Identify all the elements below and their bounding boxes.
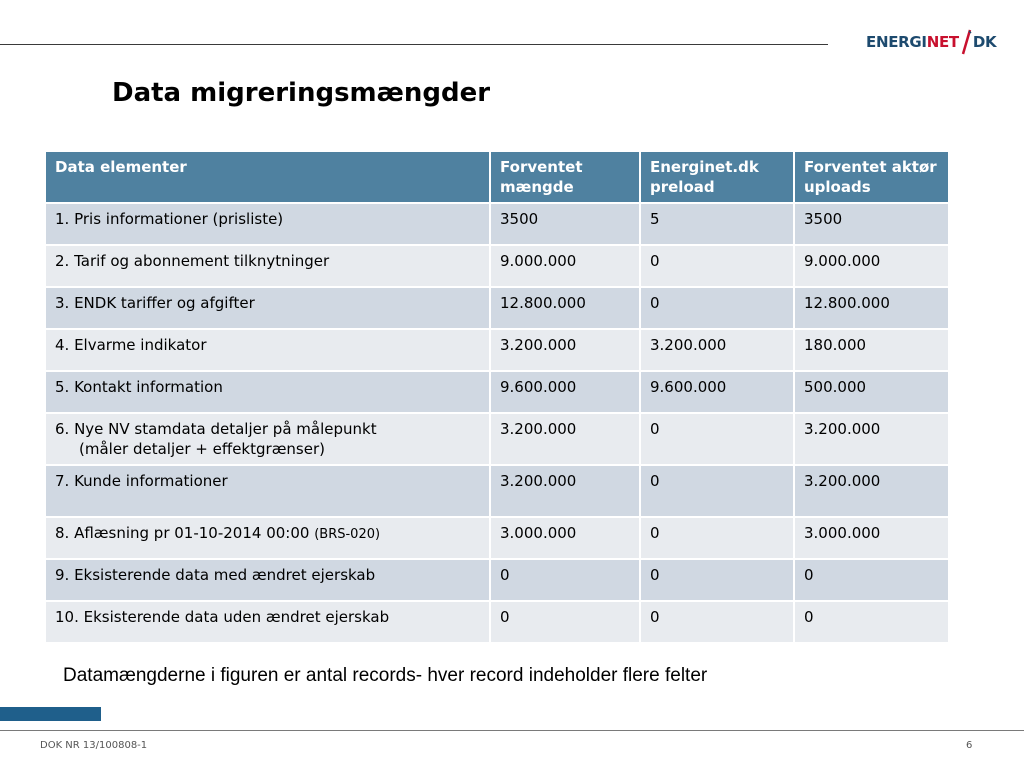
cell-actor-uploads: 500.000 [794,371,949,413]
table-row [45,245,949,287]
cell-expected-volume: 0 [490,601,640,643]
cell-data-element: 10. Eksisterende data uden ændret ejerskab [45,601,490,643]
table-row [45,601,949,643]
cell-expected-volume: 3.200.000 [490,465,640,517]
cell-actor-uploads: 12.800.000 [794,287,949,329]
cell-data-element-line2: (måler detaljer + effektgrænser) [79,440,325,458]
cell-preload: 0 [640,601,794,643]
table-row [45,287,949,329]
cell-preload: 0 [640,287,794,329]
column-header-actor-uploads: Forventet aktør uploads [794,151,949,203]
cell-data-element-line1: 6. Nye NV stamdata detaljer på målepunkt [55,420,377,438]
page-number: 6 [966,740,973,751]
cell-actor-uploads: 0 [794,601,949,643]
table-row [45,371,949,413]
cell-expected-volume: 3.000.000 [490,517,640,559]
table-row [45,413,949,465]
cell-data-element-text: 8. Aflæsning pr 01-10-2014 00:00 [55,524,310,542]
cell-preload: 0 [640,517,794,559]
cell-preload: 0 [640,559,794,601]
table-row [45,559,949,601]
cell-data-element [45,517,490,559]
cell-actor-uploads: 3500 [794,203,949,245]
cell-preload: 0 [640,245,794,287]
cell-expected-volume: 9.600.000 [490,371,640,413]
footnote-text: Datamængderne i figuren er antal records- hver record indeholder flere felter [63,665,708,686]
footer-divider [0,730,1024,731]
cell-data-element-note: (BRS-020) [314,527,381,542]
cell-actor-uploads: 0 [794,559,949,601]
cell-preload: 3.200.000 [640,329,794,371]
cell-data-element: 5. Kontakt information [45,371,490,413]
cell-data-element: 7. Kunde informationer [45,465,490,517]
migration-volume-table [44,150,950,644]
column-header-expected-volume: Forventet mængde [490,151,640,203]
footer-accent-bar [0,707,101,721]
column-header-data-elements: Data elementer [45,151,490,203]
cell-data-element: 4. Elvarme indikator [45,329,490,371]
cell-actor-uploads: 3.200.000 [794,413,949,465]
document-number: DOK NR 13/100808-1 [40,740,148,751]
cell-actor-uploads: 3.200.000 [794,465,949,517]
cell-data-element: 2. Tarif og abonnement tilknytninger [45,245,490,287]
cell-preload: 0 [640,465,794,517]
cell-expected-volume: 12.800.000 [490,287,640,329]
page-title: Data migreringsmængder [112,78,491,108]
table-row [45,203,949,245]
cell-actor-uploads: 180.000 [794,329,949,371]
cell-preload: 0 [640,413,794,465]
energinet-logo [866,28,996,56]
table-header-row [45,151,949,203]
column-header-preload: Energinet.dk preload [640,151,794,203]
cell-preload: 9.600.000 [640,371,794,413]
cell-expected-volume: 0 [490,559,640,601]
cell-expected-volume: 3.200.000 [490,413,640,465]
top-divider [0,44,828,45]
cell-expected-volume: 3500 [490,203,640,245]
cell-data-element: 9. Eksisterende data med ændret ejerskab [45,559,490,601]
cell-actor-uploads: 3.000.000 [794,517,949,559]
table-row [45,517,949,559]
logo-text-net: NET [926,33,959,51]
cell-preload: 5 [640,203,794,245]
logo-slash-icon [960,29,972,55]
cell-data-element: 1. Pris informationer (prisliste) [45,203,490,245]
cell-data-element [45,413,490,465]
table-row [45,329,949,371]
cell-expected-volume: 9.000.000 [490,245,640,287]
logo-text-dk: DK [972,33,997,51]
table-row [45,465,949,517]
cell-actor-uploads: 9.000.000 [794,245,949,287]
logo-text-energi: ENERGI [866,33,927,51]
cell-data-element: 3. ENDK tariffer og afgifter [45,287,490,329]
cell-expected-volume: 3.200.000 [490,329,640,371]
